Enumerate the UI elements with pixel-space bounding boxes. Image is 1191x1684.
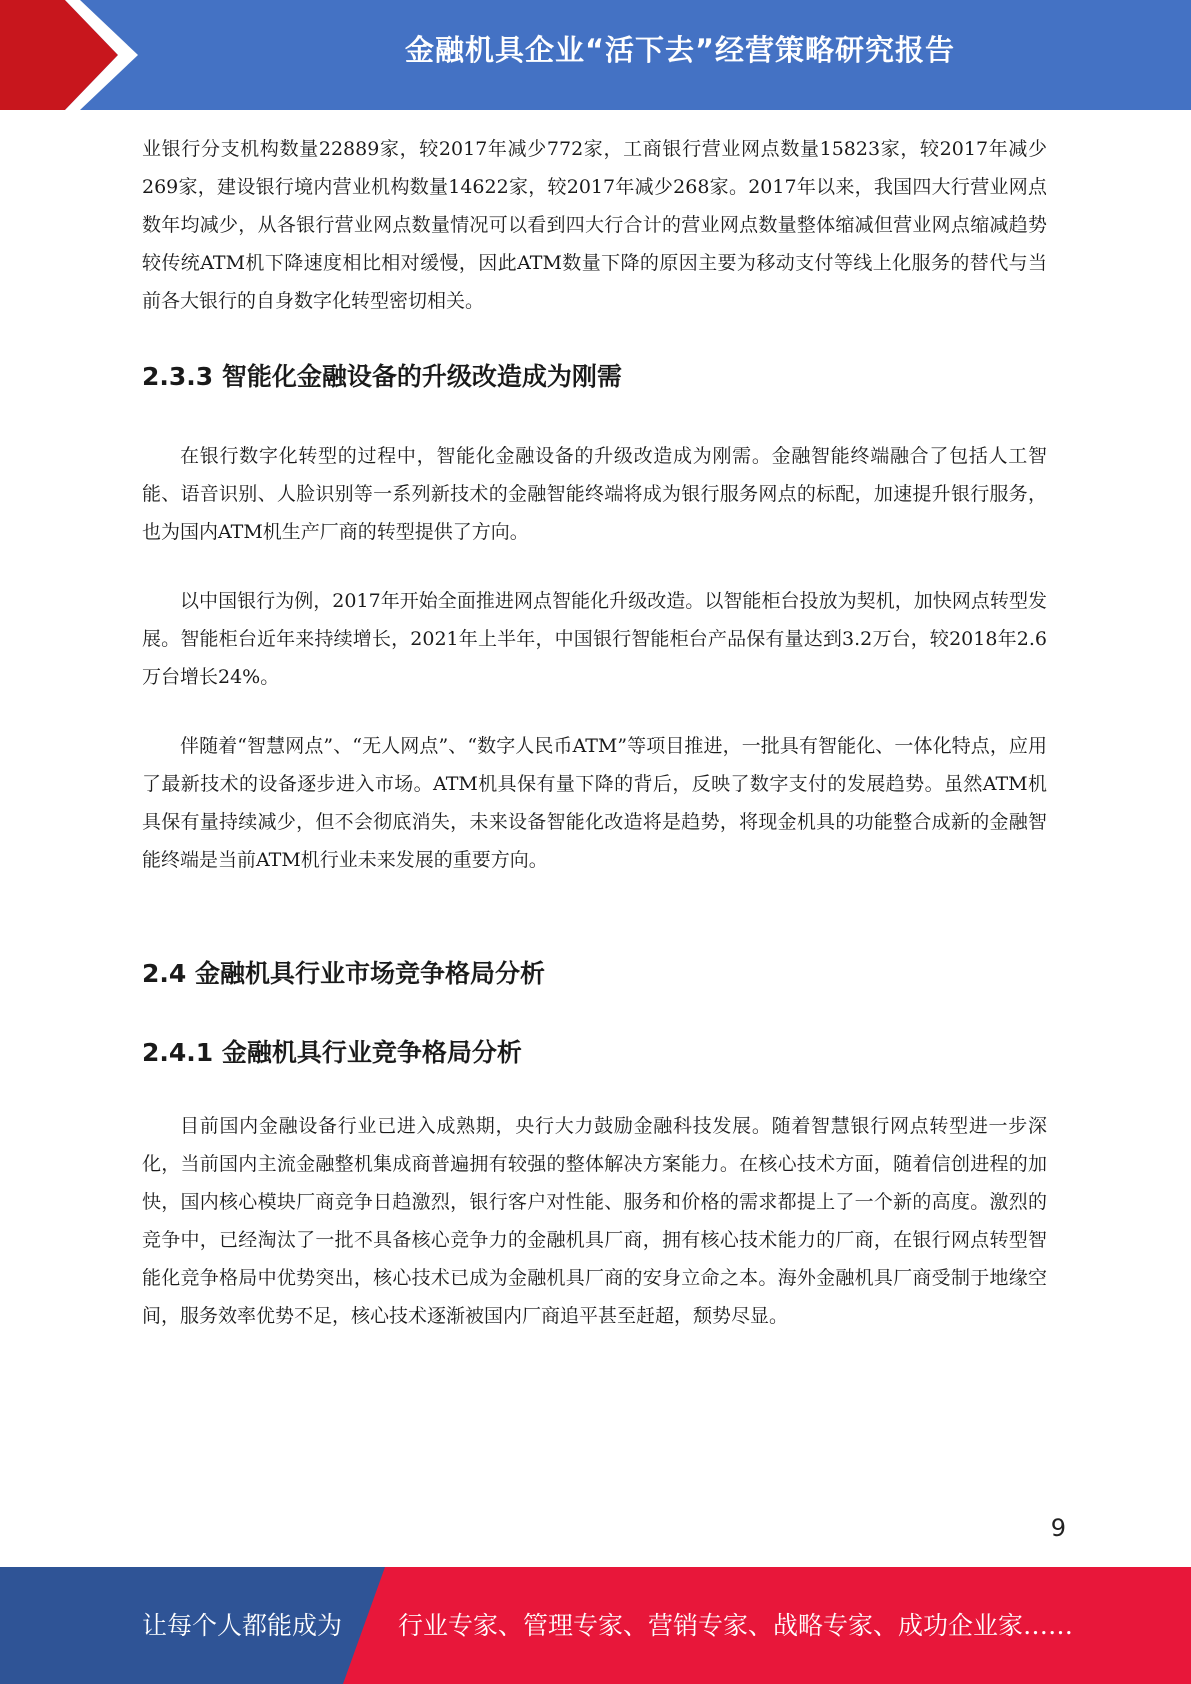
footer-slogan-right: 行业专家、管理专家、营销专家、战略专家、成功企业家…… (398, 1611, 1074, 1640)
page-number: 9 (1050, 1514, 1066, 1542)
header-arrow-decoration (0, 0, 260, 110)
heading-2-4-1: 2.4.1 金融机具行业竞争格局分析 (142, 1038, 522, 1067)
report-title: 金融机具企业“活下去”经营策略研究报告 (404, 33, 956, 67)
heading-2-4: 2.4 金融机具行业市场竞争格局分析 (142, 959, 545, 988)
heading-2-3-3: 2.3.3 智能化金融设备的升级改造成为刚需 (142, 362, 622, 391)
paragraph-competition: 目前国内金融设备行业已进入成熟期，央行大力鼓励金融科技发展。随着智慧银行网点转型进一步深化，当前国内主流金融整机集成商普遍拥有较强的整体解决方案能力。在核心技术方面，随着信创进程的加快，国内核心模块厂商竞争日趋激烈，银行客户对性能、服务和价格的需求都提上了一个新的高度。激烈的竞争中，已经淘汰了一批不具备核心竞争力的金融机具厂商，拥有核心技术能力的厂商，在银行网点转型智能化竞争格局中优势突出，核心技术已成为金融机具厂商的安身立命之本。海外金融机具厂商受制于地缘空间，服务效率优势不足，核心技术逐渐被国内厂商追平甚至赶超，颓势尽显。 (142, 1115, 1047, 1327)
paragraph-bank-branches: 业银行分支机构数量22889家，较2017年减少772家，工商银行营业网点数量15823家，较2017年减少269家，建设银行境内营业机构数量14622家，较2017年减少268家。2017年以来，我国四大行营业网点数年均减少，从各银行营业网点数量情况可以看到四大行合计的营业网点数量整体缩减但营业网点缩减趋势较传统ATM机下降速度相比相对缓慢，因此ATM数量下降的原因主要为移动支付等线上化服务的替代与当前各大银行的自身数字化转型密切相关。 (142, 138, 1047, 312)
page-footer (0, 1567, 1191, 1684)
document-body (142, 130, 1047, 1335)
paragraph-boc-example: 以中国银行为例，2017年开始全面推进网点智能化升级改造。以智能柜台投放为契机，加快网点转型发展。智能柜台近年来持续增长，2021年上半年，中国银行智能柜台产品保有量达到3.2万台，较2018年2.6万台增长24%。 (142, 590, 1047, 688)
paragraph-smart-upgrade: 在银行数字化转型的过程中，智能化金融设备的升级改造成为刚需。金融智能终端融合了包括人工智能、语音识别、人脸识别等一系列新技术的金融智能终端将成为银行服务网点的标配，加速提升银行服务，也为国内ATM机生产厂商的转型提供了方向。 (142, 445, 1047, 543)
page-header (0, 0, 1191, 110)
footer-slogan-left: 让每个人都能成为 (142, 1611, 343, 1640)
paragraph-digital-trend: 伴随着“智慧网点”、“无人网点”、“数字人民币ATM”等项目推进，一批具有智能化、一体化特点，应用了最新技术的设备逐步进入市场。ATM机具保有量下降的背后，反映了数字支付的发展趋势。虽然ATM机具保有量持续减少，但不会彻底消失，未来设备智能化改造将是趋势，将现金机具的功能整合成新的金融智能终端是当前ATM机行业未来发展的重要方向。 (142, 735, 1047, 871)
